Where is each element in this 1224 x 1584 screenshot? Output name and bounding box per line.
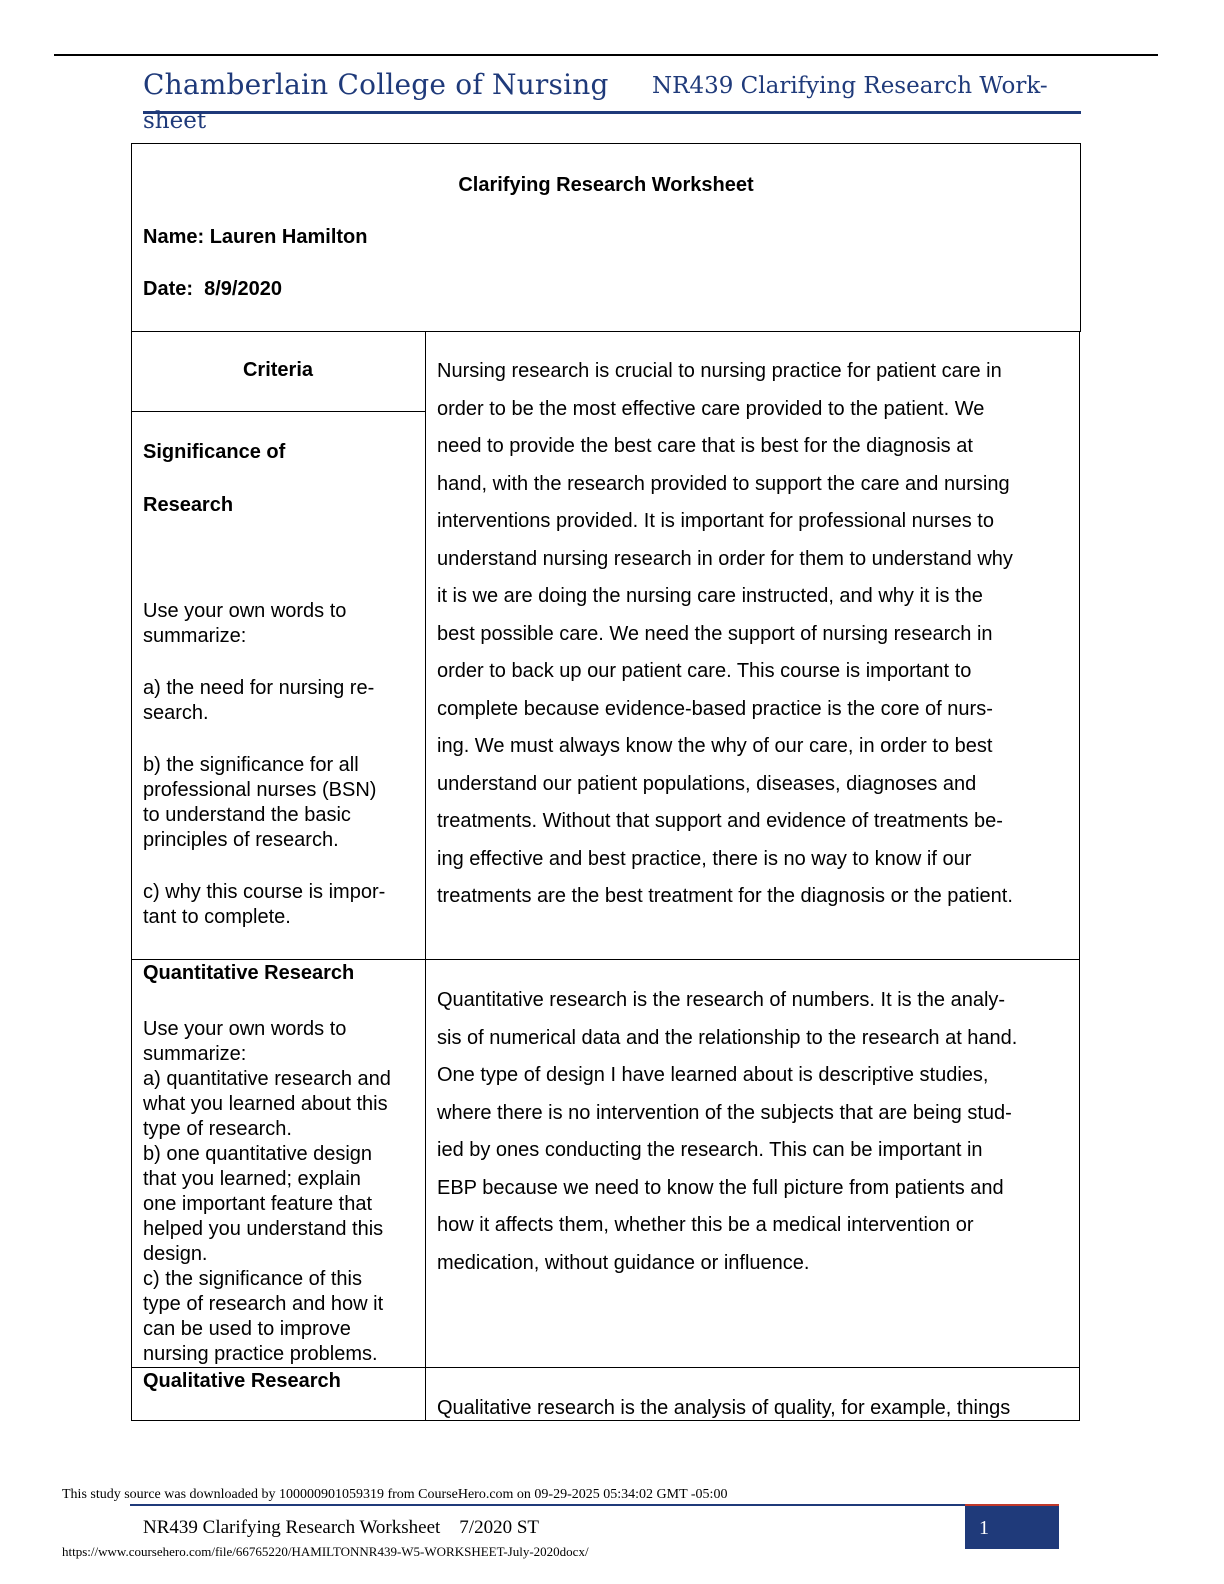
row-heading-research: Research [143,494,234,516]
response-line: order to be the most effective care provided to the patient. We [437,397,985,420]
prompt-line: design. [143,1243,208,1265]
response-line: One type of design I have learned about is descriptive studies, [437,1064,989,1086]
response-line: how it affects them, whether this be a medical intervention or [437,1214,974,1236]
prompt-gap [143,853,418,880]
college-name: Chamberlain College of Nursing [143,68,609,101]
prompt-line: Use your own words to [143,1018,347,1040]
response-line: where there is no intervention of the subjects that are being stud- [437,1101,1012,1124]
prompt-line: search. [143,702,209,724]
response-line: it is we are doing the nursing care instructed, and why it is the [437,585,983,607]
response-line: EBP because we need to know the full picture from patients and [437,1176,1004,1199]
worksheet-date: Date: 8/9/2020 [143,278,282,300]
top-rule [54,54,1158,56]
response-line: interventions provided. It is important for professional nurses to [437,510,994,532]
prompt-line: b) the significance for all [143,754,359,776]
course-title-continued: sheet [143,108,207,134]
table-right-border [1079,331,1080,1421]
prompt-line: what you learned about this [143,1093,388,1115]
worksheet-title-box [131,143,1081,332]
significance-prompt [143,599,418,930]
response-line: hand, with the research provided to support the care and nursing [437,472,1010,495]
response-line: best possible care. We need the support of nursing research in [437,622,993,645]
prompt-line: principles of research. [143,829,339,851]
prompt-line: one important feature that [143,1193,373,1215]
prompt-line: tant to complete. [143,906,291,928]
header-underline [143,111,1081,114]
prompt-line: to understand the basic [143,804,351,826]
prompt-line: nursing practice problems. [143,1343,378,1365]
prompt-line: can be used to improve [143,1318,351,1340]
response-line: ing. We must always know the why of our care, in order to best [437,735,993,757]
prompt-line: a) the need for nursing re- [143,677,375,699]
prompt-gap [143,726,418,753]
table-left-border [131,331,132,1421]
course-title: NR439 Clarifying Research Work- [652,73,1048,99]
quantitative-prompt [143,1017,421,1367]
response-line: Nursing research is crucial to nursing practice for patient care in [437,360,1002,382]
response-line: medication, without guidance or influence. [437,1251,810,1274]
prompt-line: c) the significance of this [143,1268,362,1290]
row-heading-quantitative: Quantitative Research [143,962,355,984]
response-line: treatments are the best treatment for the diagnosis or the patient. [437,885,1013,907]
page-number: 1 [979,1517,989,1539]
footer-rule [130,1504,1059,1506]
row-heading-qualitative: Qualitative Research [143,1370,341,1392]
response-line: ing effective and best practice, there is no way to know if our [437,847,972,870]
prompt-line: helped you understand this [143,1218,384,1240]
response-line: need to provide the best care that is best for the diagnosis at [437,435,973,457]
source-url[interactable]: https://www.coursehero.com/file/66765220/HAMILTONNR439-W5-WORKSHEET-July-2020docx/ [62,1544,589,1559]
prompt-line: b) one quantitative design [143,1143,373,1165]
worksheet-title: Clarifying Research Worksheet [458,174,754,196]
response-line: Qualitative research is the analysis of quality, for example, things [437,1397,1011,1419]
prompt-line: professional nurses (BSN) [143,779,377,801]
footer-document-title: NR439 Clarifying Research Worksheet 7/2020 ST [143,1517,540,1538]
row-divider-1 [131,959,1080,960]
row-heading-significance: Significance of [143,441,286,463]
prompt-line: a) quantitative research and [143,1068,391,1090]
table-column-divider [425,331,426,1421]
significance-response [437,353,1075,916]
response-line: treatments. Without that support and evidence of treatments be- [437,810,1003,832]
prompt-line: c) why this course is impor- [143,881,386,903]
row-divider-2 [131,1367,1080,1368]
prompt-line: Use your own words to [143,600,347,622]
response-line: ied by ones conducting the research. This can be important in [437,1139,983,1161]
response-line: understand our patient populations, diseases, diagnoses and [437,772,977,795]
response-line: order to back up our patient care. This course is important to [437,660,972,682]
prompt-line: summarize: [143,1043,247,1065]
prompt-gap [143,649,418,676]
prompt-line: type of research and how it [143,1293,384,1315]
criteria-header: Criteria [242,359,314,381]
student-name: Name: Lauren Hamilton [143,226,368,248]
page-number-box [965,1506,1059,1549]
prompt-line: type of research. [143,1118,292,1140]
criteria-header-divider [131,411,425,412]
qualitative-response [437,1390,1075,1428]
quantitative-response [437,982,1075,1282]
prompt-line: summarize: [143,625,247,647]
response-line: Quantitative research is the research of numbers. It is the analy- [437,989,1006,1011]
response-line: understand nursing research in order for them to understand why [437,547,1013,570]
response-line: sis of numerical data and the relationship to the research at hand. [437,1026,1018,1049]
response-line: complete because evidence-based practice is the core of nurs- [437,697,993,720]
prompt-line: that you learned; explain [143,1168,361,1190]
download-notice: This study source was downloaded by 100000901059319 from CourseHero.com on 09-29-2025 05:34:02 GMT -05:00 [62,1487,728,1502]
